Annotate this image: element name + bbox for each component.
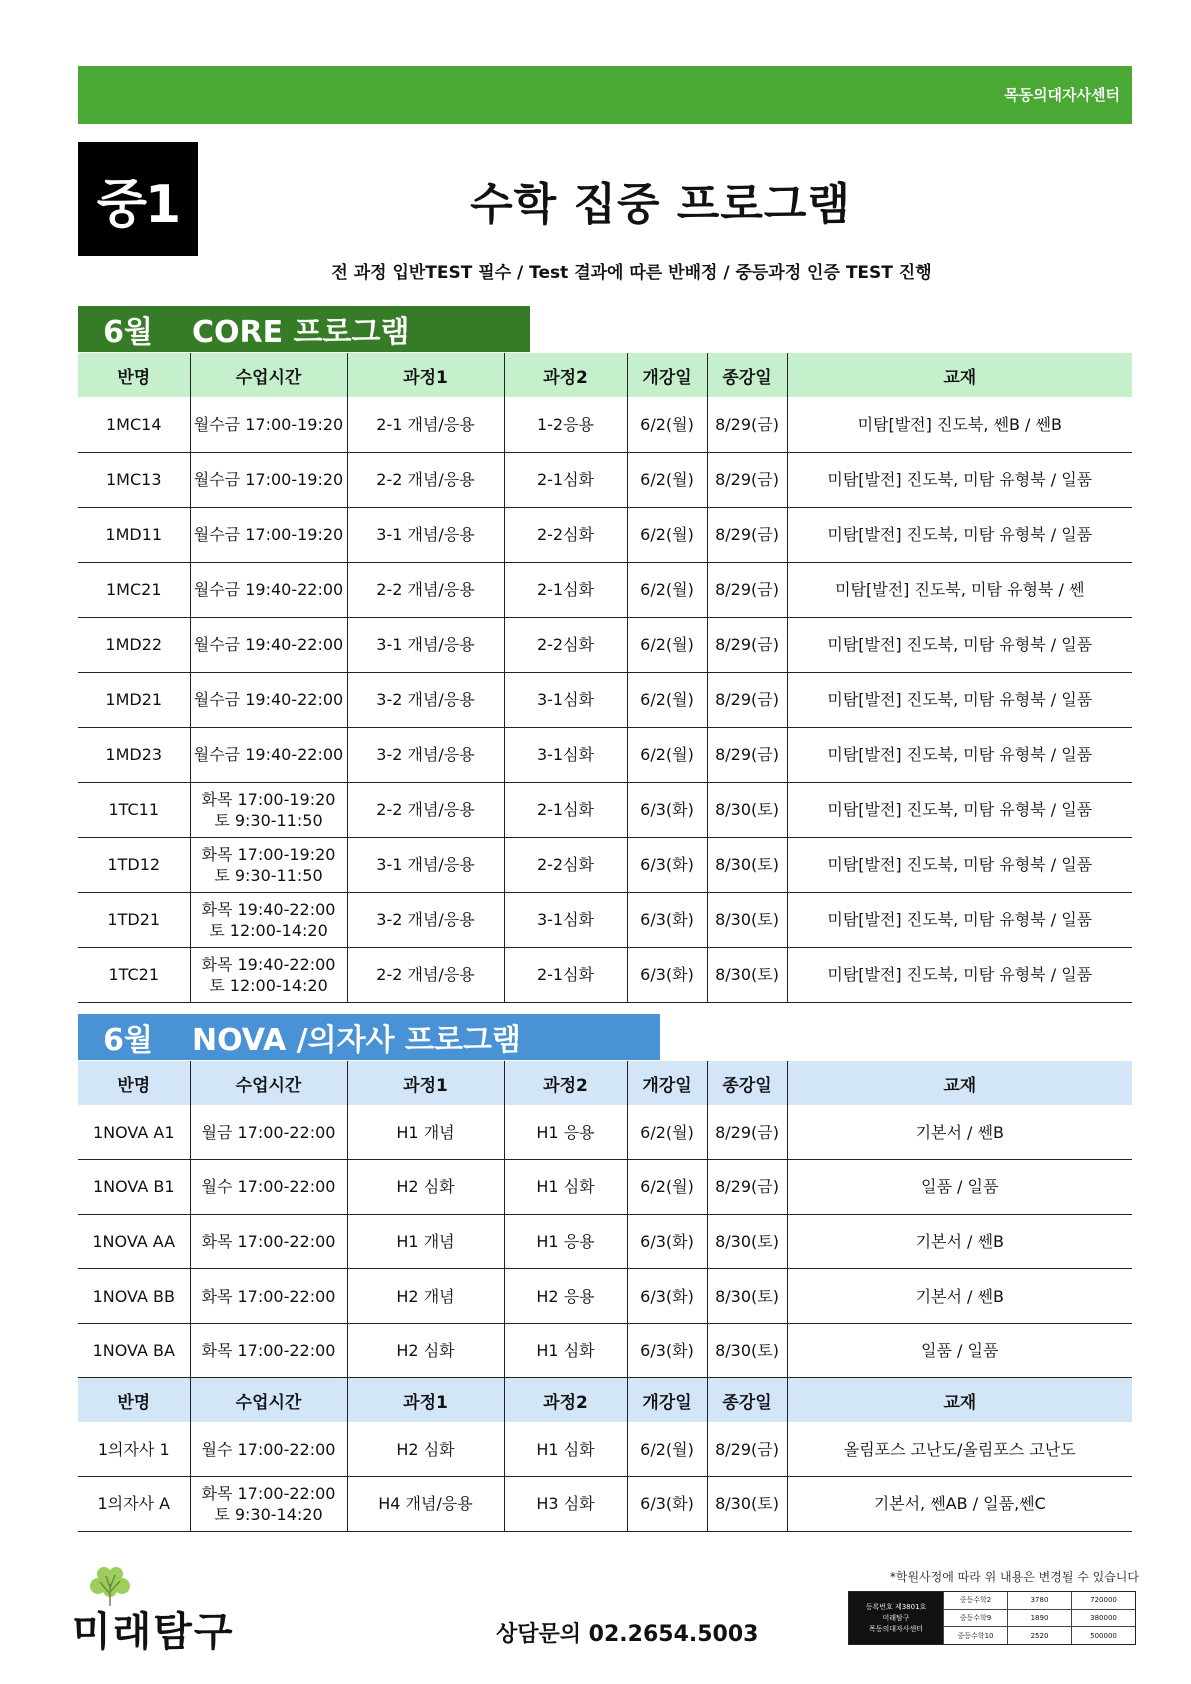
start-date-cell: 6/3(화) — [627, 1269, 707, 1324]
class-time-line: 월금 17:00-22:00 — [201, 1122, 336, 1142]
class-time-line: 화목 17:00-19:20 — [201, 844, 336, 864]
table-row — [78, 1269, 1132, 1324]
class-name-cell: 1NOVA B1 — [78, 1160, 190, 1215]
end-date-cell: 8/30(토) — [707, 1477, 787, 1532]
column-header: 종강일 — [707, 1061, 787, 1105]
grade-badge: 중1 — [78, 142, 198, 256]
textbook-cell: 미탐[발전] 진도북, 미탐 유형북 / 일품 — [787, 672, 1132, 727]
end-date-cell: 8/29(금) — [707, 397, 787, 452]
column-header: 교재 — [787, 1378, 1132, 1422]
nova-section-header — [78, 1014, 660, 1060]
end-date-cell: 8/29(금) — [707, 727, 787, 782]
top-banner — [78, 66, 1132, 124]
start-date-cell: 6/2(월) — [627, 452, 707, 507]
table-row — [78, 947, 1132, 1002]
class-time-line: 화목 19:40-22:00 — [201, 954, 336, 974]
class-time-cell — [190, 1105, 347, 1160]
start-date-cell: 6/3(화) — [627, 1477, 707, 1532]
class-time-cell — [190, 1422, 347, 1477]
header-row — [78, 1378, 1132, 1422]
end-date-cell: 8/30(토) — [707, 1323, 787, 1378]
course-1-cell: 3-2 개념/응용 — [347, 672, 504, 727]
course-2-cell: H1 응용 — [504, 1105, 627, 1160]
core-schedule-table — [78, 353, 1132, 1003]
table-row — [78, 562, 1132, 617]
textbook-cell: 기본서, 쎈AB / 일품,쎈C — [787, 1477, 1132, 1532]
course-2-cell: 2-1심화 — [504, 452, 627, 507]
start-date-cell: 6/2(월) — [627, 727, 707, 782]
nova-program-name: NOVA /의자사 프로그램 — [192, 1023, 521, 1058]
class-name-cell: 1MD23 — [78, 727, 190, 782]
course-2-cell: 2-2심화 — [504, 507, 627, 562]
course-2-cell: 1-2응용 — [504, 397, 627, 452]
textbook-cell: 미탐[발전] 진도북, 쎈B / 쎈B — [787, 397, 1132, 452]
class-name-cell: 1의자사 A — [78, 1477, 190, 1532]
start-date-cell: 6/3(화) — [627, 782, 707, 837]
class-name-cell: 1NOVA BB — [78, 1269, 190, 1324]
nova-schedule-table — [78, 1061, 1132, 1532]
start-date-cell: 6/3(화) — [627, 1214, 707, 1269]
start-date-cell: 6/3(화) — [627, 1323, 707, 1378]
class-time-line: 월수금 17:00-19:20 — [193, 525, 344, 544]
class-time-cell — [190, 1323, 347, 1378]
course-2-cell: 3-1심화 — [504, 727, 627, 782]
course-2-cell: H1 심화 — [504, 1160, 627, 1215]
class-time-cell — [190, 1214, 347, 1269]
course-1-cell: 2-2 개념/응용 — [347, 782, 504, 837]
table-row — [78, 1477, 1132, 1532]
class-time-line: 화목 17:00-22:00 — [201, 1231, 336, 1251]
textbook-cell: 미탐[발전] 진도북, 미탐 유형북 / 일품 — [787, 782, 1132, 837]
page-subtitle: 전 과정 입반TEST 필수 / Test 결과에 따른 반배정 / 중등과정 인증 TEST 진행 — [331, 263, 932, 283]
registration-brand: 미래탐구 — [882, 1613, 910, 1622]
class-time-cell — [190, 947, 347, 1002]
end-date-cell: 8/29(금) — [707, 562, 787, 617]
textbook-cell: 일품 / 일품 — [787, 1323, 1132, 1378]
table-row — [78, 452, 1132, 507]
column-header: 종강일 — [707, 1378, 787, 1422]
table-row — [78, 1105, 1132, 1160]
class-time-line: 토 9:30-14:20 — [214, 1504, 323, 1524]
class-name-cell: 1TC21 — [78, 947, 190, 1002]
registration-box — [848, 1591, 1136, 1645]
class-time-line: 토 12:00-14:20 — [209, 920, 328, 940]
end-date-cell: 8/30(토) — [707, 892, 787, 947]
class-time-cell — [190, 892, 347, 947]
table-row — [78, 507, 1132, 562]
course-1-cell: 2-2 개념/응용 — [347, 452, 504, 507]
table-row — [78, 837, 1132, 892]
column-header: 반명 — [78, 1061, 190, 1105]
course-1-cell: 2-2 개념/응용 — [347, 947, 504, 1002]
column-header: 과정1 — [347, 1378, 504, 1422]
class-time-cell — [190, 1160, 347, 1215]
class-time-cell — [190, 1477, 347, 1532]
reg-fee: 500000 — [1071, 1627, 1135, 1644]
table-row — [78, 1160, 1132, 1215]
class-time-cell — [190, 617, 347, 672]
table-row — [78, 892, 1132, 947]
course-1-cell: 2-2 개념/응용 — [347, 562, 504, 617]
table-row — [78, 1422, 1132, 1477]
class-time-line: 토 9:30-11:50 — [214, 865, 323, 885]
column-header: 개강일 — [627, 1378, 707, 1422]
column-header: 과정1 — [347, 353, 504, 397]
start-date-cell: 6/2(월) — [627, 617, 707, 672]
column-header: 수업시간 — [190, 1378, 347, 1422]
reg-course: 중등수학2 — [943, 1592, 1007, 1609]
course-2-cell: 2-2심화 — [504, 617, 627, 672]
reg-hours: 3780 — [1007, 1592, 1071, 1609]
table-row — [78, 727, 1132, 782]
textbook-cell: 일품 / 일품 — [787, 1160, 1132, 1215]
course-1-cell: H2 심화 — [347, 1422, 504, 1477]
table-row — [78, 1214, 1132, 1269]
class-name-cell: 1NOVA BA — [78, 1323, 190, 1378]
class-time-line: 화목 17:00-22:00 — [201, 1483, 336, 1503]
column-header: 반명 — [78, 353, 190, 397]
class-time-line: 월수금 19:40-22:00 — [193, 745, 344, 764]
start-date-cell: 6/3(화) — [627, 892, 707, 947]
core-program-name: CORE 프로그램 — [192, 315, 410, 350]
textbook-cell: 미탐[발전] 진도북, 미탐 유형북 / 일품 — [787, 452, 1132, 507]
registration-grid — [943, 1592, 1135, 1644]
registration-row — [943, 1610, 1135, 1628]
class-time-line: 토 12:00-14:20 — [209, 975, 328, 995]
course-1-cell: H1 개념 — [347, 1214, 504, 1269]
column-header: 과정1 — [347, 1061, 504, 1105]
course-1-cell: 3-1 개념/응용 — [347, 617, 504, 672]
class-name-cell: 1의자사 1 — [78, 1422, 190, 1477]
class-time-line: 월수금 19:40-22:00 — [193, 580, 344, 599]
reg-course: 중등수학10 — [943, 1627, 1007, 1644]
start-date-cell: 6/2(월) — [627, 507, 707, 562]
reg-fee: 380000 — [1071, 1610, 1135, 1627]
textbook-cell: 미탐[발전] 진도북, 미탐 유형북 / 일품 — [787, 617, 1132, 672]
course-1-cell: H4 개념/응용 — [347, 1477, 504, 1532]
table-row — [78, 397, 1132, 452]
brand-logo-text: 미래탐구 — [72, 1609, 235, 1655]
start-date-cell: 6/2(월) — [627, 1105, 707, 1160]
class-name-cell: 1TD12 — [78, 837, 190, 892]
end-date-cell: 8/30(토) — [707, 1214, 787, 1269]
class-time-line: 월수 17:00-22:00 — [201, 1439, 336, 1459]
start-date-cell: 6/2(월) — [627, 1160, 707, 1215]
column-header: 수업시간 — [190, 353, 347, 397]
end-date-cell: 8/29(금) — [707, 452, 787, 507]
class-name-cell: 1MC14 — [78, 397, 190, 452]
course-2-cell: H1 심화 — [504, 1422, 627, 1477]
end-date-cell: 8/29(금) — [707, 1422, 787, 1477]
class-time-cell — [190, 837, 347, 892]
column-header: 종강일 — [707, 353, 787, 397]
start-date-cell: 6/3(화) — [627, 947, 707, 1002]
course-2-cell: H3 심화 — [504, 1477, 627, 1532]
course-1-cell: 3-2 개념/응용 — [347, 892, 504, 947]
start-date-cell: 6/2(월) — [627, 1422, 707, 1477]
textbook-cell: 기본서 / 쎈B — [787, 1214, 1132, 1269]
column-header: 교재 — [787, 353, 1132, 397]
course-1-cell: 3-1 개념/응용 — [347, 507, 504, 562]
registration-center: 목동의대자사센터 — [868, 1624, 924, 1633]
class-name-cell: 1MD11 — [78, 507, 190, 562]
class-time-cell — [190, 562, 347, 617]
class-time-cell — [190, 727, 347, 782]
core-section-header — [78, 306, 530, 352]
start-date-cell: 6/2(월) — [627, 397, 707, 452]
textbook-cell: 미탐[발전] 진도북, 미탐 유형북 / 일품 — [787, 947, 1132, 1002]
course-2-cell: H2 응용 — [504, 1269, 627, 1324]
column-header: 교재 — [787, 1061, 1132, 1105]
column-header: 과정2 — [504, 1378, 627, 1422]
class-time-line: 토 9:30-11:50 — [214, 810, 323, 830]
class-time-line: 화목 19:40-22:00 — [201, 899, 336, 919]
class-time-line: 월수금 19:40-22:00 — [193, 635, 344, 654]
class-time-cell — [190, 452, 347, 507]
start-date-cell: 6/3(화) — [627, 837, 707, 892]
course-2-cell: 2-2심화 — [504, 837, 627, 892]
textbook-cell: 미탐[발전] 진도북, 미탐 유형북 / 일품 — [787, 727, 1132, 782]
course-1-cell: H2 심화 — [347, 1323, 504, 1378]
course-2-cell: 3-1심화 — [504, 672, 627, 727]
course-2-cell: 2-1심화 — [504, 562, 627, 617]
textbook-cell: 미탐[발전] 진도북, 미탐 유형북 / 일품 — [787, 507, 1132, 562]
contact-phone: 상담문의 02.2654.5003 — [496, 1622, 759, 1647]
class-time-cell — [190, 1269, 347, 1324]
course-2-cell: 3-1심화 — [504, 892, 627, 947]
column-header: 수업시간 — [190, 1061, 347, 1105]
end-date-cell: 8/30(토) — [707, 1269, 787, 1324]
end-date-cell: 8/29(금) — [707, 1160, 787, 1215]
end-date-cell: 8/29(금) — [707, 672, 787, 727]
nova-month: 6월 — [103, 1023, 153, 1058]
class-time-line: 화목 17:00-22:00 — [201, 1341, 336, 1361]
start-date-cell: 6/2(월) — [627, 562, 707, 617]
column-header: 과정2 — [504, 1061, 627, 1105]
course-1-cell: 2-1 개념/응용 — [347, 397, 504, 452]
reg-fee: 720000 — [1071, 1592, 1135, 1609]
header-row — [78, 1061, 1132, 1105]
class-time-line: 월수 17:00-22:00 — [201, 1177, 336, 1197]
table-row — [78, 617, 1132, 672]
class-time-line: 월수금 19:40-22:00 — [193, 690, 344, 709]
class-time-line: 화목 17:00-19:20 — [201, 789, 336, 809]
class-name-cell: 1NOVA A1 — [78, 1105, 190, 1160]
class-name-cell: 1MD21 — [78, 672, 190, 727]
table-row — [78, 672, 1132, 727]
reg-hours: 1890 — [1007, 1610, 1071, 1627]
class-time-line: 월수금 17:00-19:20 — [193, 470, 344, 489]
course-2-cell: H1 응용 — [504, 1214, 627, 1269]
class-time-cell — [190, 672, 347, 727]
table-row — [78, 1323, 1132, 1378]
class-name-cell: 1NOVA AA — [78, 1214, 190, 1269]
end-date-cell: 8/29(금) — [707, 507, 787, 562]
class-time-line: 화목 17:00-22:00 — [201, 1286, 336, 1306]
textbook-cell: 미탐[발전] 진도북, 미탐 유형북 / 쎈 — [787, 562, 1132, 617]
class-name-cell: 1MD22 — [78, 617, 190, 672]
course-1-cell: H2 개념 — [347, 1269, 504, 1324]
class-time-cell — [190, 782, 347, 837]
course-2-cell: 2-1심화 — [504, 782, 627, 837]
textbook-cell: 기본서 / 쎈B — [787, 1269, 1132, 1324]
end-date-cell: 8/30(토) — [707, 782, 787, 837]
class-name-cell: 1TD21 — [78, 892, 190, 947]
change-notice: *학원사정에 따라 위 내용은 변경될 수 있습니다 — [889, 1570, 1139, 1584]
table-row — [78, 782, 1132, 837]
course-1-cell: H2 심화 — [347, 1160, 504, 1215]
course-2-cell: H1 심화 — [504, 1323, 627, 1378]
course-1-cell: 3-1 개념/응용 — [347, 837, 504, 892]
course-1-cell: H1 개념 — [347, 1105, 504, 1160]
course-2-cell: 2-1심화 — [504, 947, 627, 1002]
class-name-cell: 1MC21 — [78, 562, 190, 617]
class-name-cell: 1MC13 — [78, 452, 190, 507]
class-time-cell — [190, 397, 347, 452]
column-header: 반명 — [78, 1378, 190, 1422]
class-name-cell: 1TC11 — [78, 782, 190, 837]
center-name: 목동의대자사센터 — [1004, 86, 1120, 104]
textbook-cell: 올림포스 고난도/올림포스 고난도 — [787, 1422, 1132, 1477]
reg-course: 중등수학9 — [943, 1610, 1007, 1627]
end-date-cell: 8/29(금) — [707, 1105, 787, 1160]
registration-row — [943, 1592, 1135, 1610]
registration-number: 등록번호 제3801호 — [865, 1602, 927, 1611]
end-date-cell: 8/30(토) — [707, 947, 787, 1002]
end-date-cell: 8/29(금) — [707, 617, 787, 672]
column-header: 개강일 — [627, 1061, 707, 1105]
page-title: 수학 집중 프로그램 — [470, 179, 851, 230]
class-time-cell — [190, 507, 347, 562]
registration-row — [943, 1627, 1135, 1644]
textbook-cell: 미탐[발전] 진도북, 미탐 유형북 / 일품 — [787, 892, 1132, 947]
column-header: 개강일 — [627, 353, 707, 397]
start-date-cell: 6/2(월) — [627, 672, 707, 727]
end-date-cell: 8/30(토) — [707, 837, 787, 892]
reg-hours: 2520 — [1007, 1627, 1071, 1644]
class-time-line: 월수금 17:00-19:20 — [193, 414, 344, 434]
column-header: 과정2 — [504, 353, 627, 397]
textbook-cell: 기본서 / 쎈B — [787, 1105, 1132, 1160]
textbook-cell: 미탐[발전] 진도북, 미탐 유형북 / 일품 — [787, 837, 1132, 892]
registration-label — [849, 1592, 943, 1644]
core-month: 6월 — [103, 315, 153, 350]
course-1-cell: 3-2 개념/응용 — [347, 727, 504, 782]
